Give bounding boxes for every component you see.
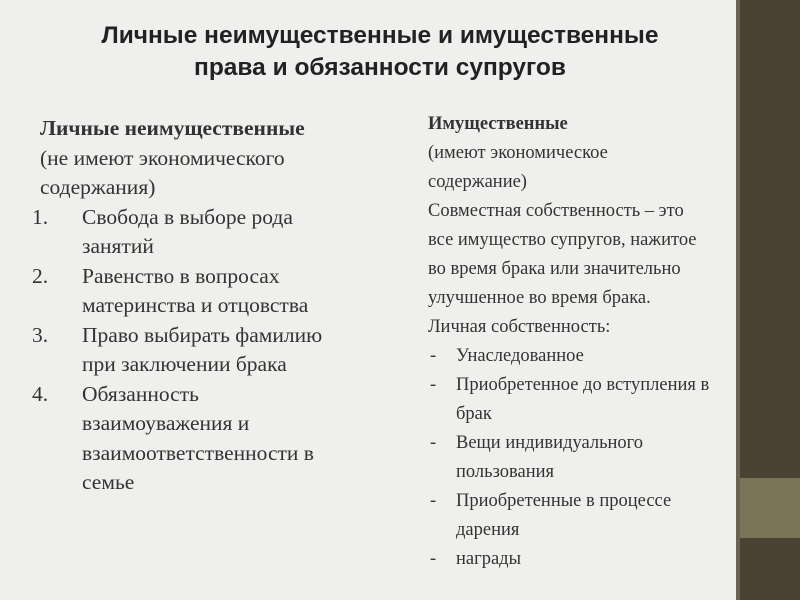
list-item [428,487,773,545]
list-item [32,321,390,380]
list-item-text: Вещи индивидуального [456,433,644,453]
list-number: 2. [32,263,49,288]
list-number: 4. [32,381,49,406]
list-item-text: материнства и отцовства [82,293,309,317]
slide-title [20,20,740,84]
dash-bullet: - [430,433,437,453]
column-subtitle-line-2: содержание) [428,172,527,192]
joint-property-text: все имущество супругов, нажитое [428,230,697,250]
dash-bullet: - [430,491,437,511]
joint-property-text: во время брака или значительно [428,259,681,279]
slide-title-line-1: Личные неимущественные и имущественные [101,22,659,49]
list-item [32,203,390,262]
slide-title-line-2: права и обязанности супругов [194,54,566,81]
column-heading: Личные неимущественные [40,116,305,140]
list-item [428,429,773,487]
property-rights-column [428,110,773,574]
personal-property-list [428,342,773,574]
list-item-text: Право выбирать фамилию [82,322,323,347]
dash-bullet: - [430,375,437,395]
column-subtitle-line-1: (имеют экономическое [428,143,608,163]
list-item-text: взаимоответственности в [82,440,314,465]
list-item-text: награды [456,549,522,569]
list-item [32,380,390,498]
list-item [428,342,773,371]
list-item-text: Приобретенное до вступления в [456,375,710,395]
numbered-rights-list [32,203,390,498]
list-item-text: дарения [456,520,520,540]
list-item-text: семье [82,470,135,494]
list-item-text: Унаследованное [456,346,584,366]
list-item-text: взаимоуважения и [82,411,250,435]
column-subtitle-line-1: (не имеют экономического [40,145,285,170]
column-subtitle-line-2: содержания) [40,175,156,199]
non-property-rights-column [32,114,390,498]
list-item-text: пользования [456,462,555,482]
joint-property-text: Совместная собственность – это [428,201,684,221]
list-item-text: Равенство в вопросах [82,263,280,288]
list-item-text: занятий [82,234,154,258]
personal-property-heading: Личная собственность: [428,317,611,337]
joint-property-text: улучшенное во время брака. [428,288,651,308]
list-item-text: Свобода в выборе рода [82,204,293,229]
list-item [428,545,773,574]
list-item-text: при заключении брака [82,352,287,376]
list-number: 3. [32,322,49,347]
list-number: 1. [32,204,49,229]
list-item-text: Приобретенные в процессе [456,491,672,511]
list-item [32,262,390,321]
dash-bullet: - [430,346,437,366]
list-item-text: Обязанность [82,381,199,406]
list-item-text: брак [456,404,492,424]
list-item [428,371,773,429]
dash-bullet: - [430,549,437,569]
column-heading: Имущественные [428,114,568,134]
